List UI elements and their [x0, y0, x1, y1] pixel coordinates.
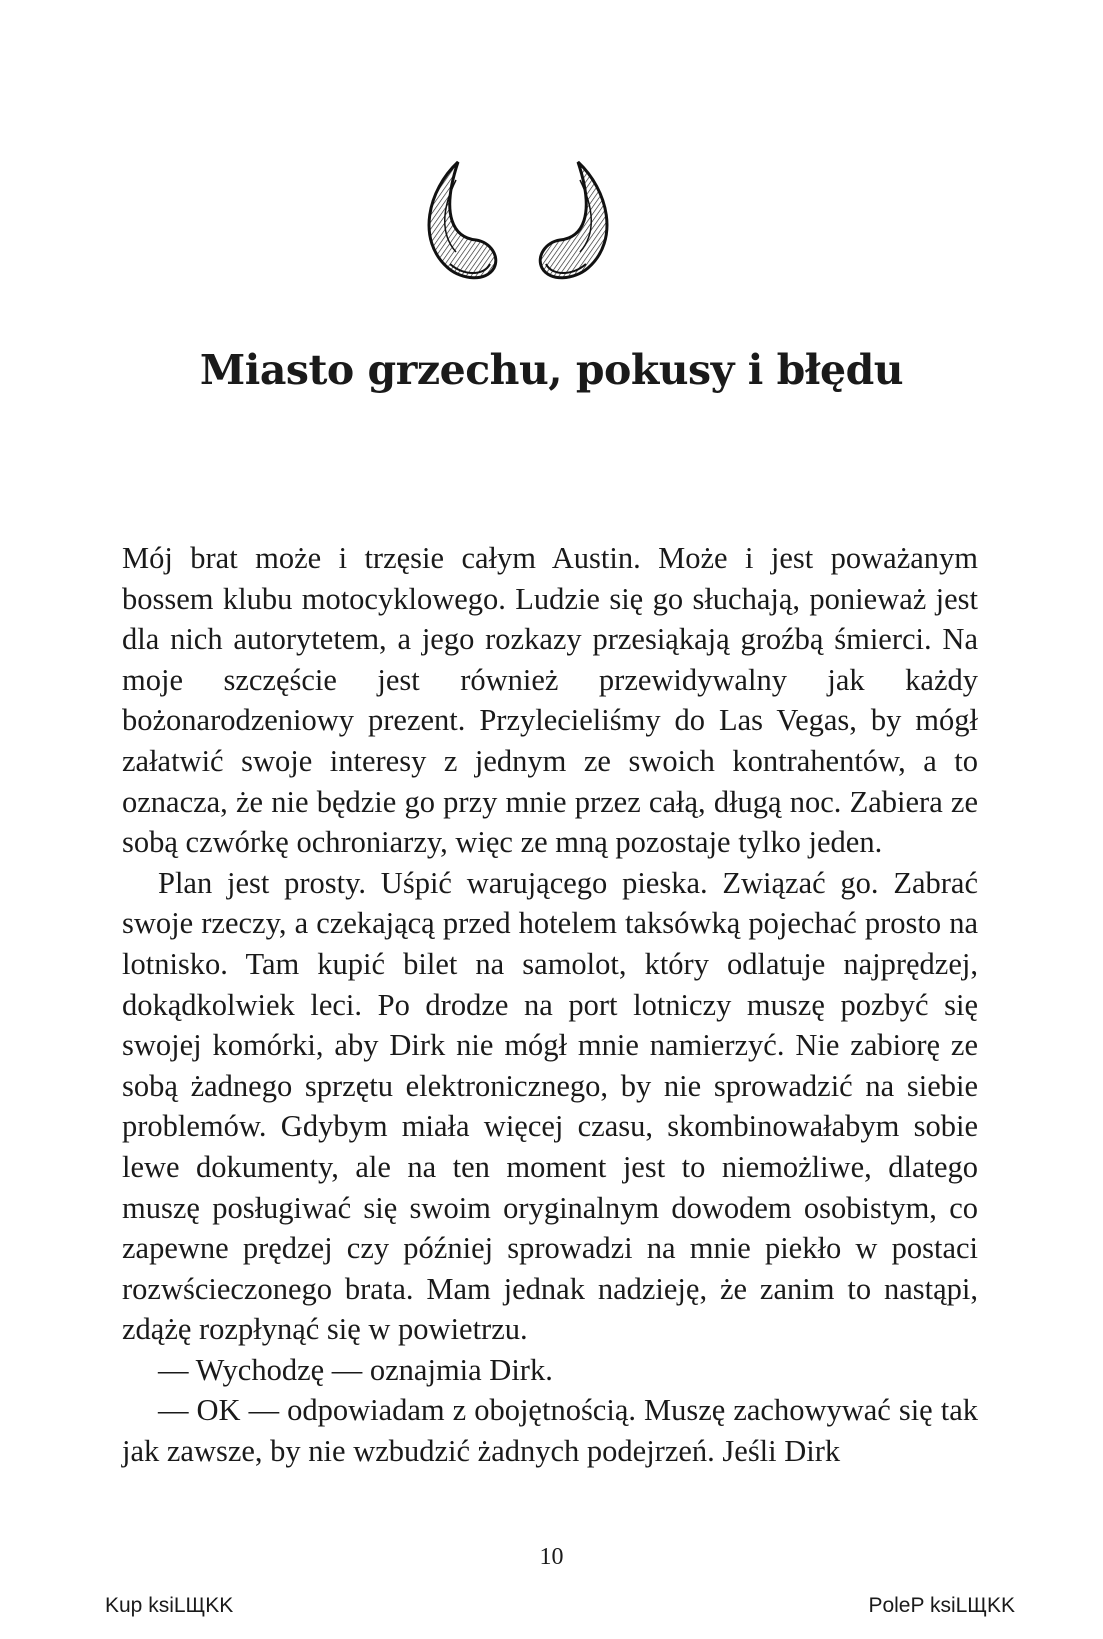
paragraph: Mój brat może i trzęsie całym Austin. Może i jest poważanym bossem klubu motocyklowego. Ludzie się go słuchają, ponieważ jest dla nich autorytetem, a jego rozkazy przesiąkają groźbą śmierci. Na moje szczęście jest również przewidywalny jak każdy bożonarodzeniowy prezent. Przylecieliśmy do Las Vegas, by mógł załatwić swoje interesy z jednym ze swoich kontrahentów, a to oznacza, że nie będzie go przy mnie przez całą, długą noc. Zabiera ze sobą czwórkę ochroniarzy, więc ze mną pozostaje tylko jeden. — [122, 541, 978, 860]
devil-horns-icon — [420, 160, 630, 295]
dialogue-line: — OK — odpowiadam z obojętnością. Muszę zachowywać się tak jak zawsze, by nie wzbudzić żadnych podejrzeń. Jeśli Dirk — [122, 1393, 978, 1469]
page-number: 10 — [539, 1544, 564, 1570]
paragraph: Plan jest prosty. Uśpić warującego pieska. Związać go. Zabrać swoje rzeczy, a czekającą przed hotelem taksówką pojechać prosto na lotnisko. Tam kupić bilet na samolot, który odlatuje najprędzej, dokądkolwiek leci. Po drodze na port lotniczy muszę pozbyć się swojej komórki, aby Dirk nie mógł mnie namierzyć. Nie zabiorę ze sobą żadnego sprzętu elektronicznego, by nie sprowadzić na siebie problemów. Gdybym miała więcej czasu, skombinowałabym sobie lewe dokumenty, ale na ten moment jest to niemożliwe, dlatego muszę posługiwać się swoim oryginalnym dowodem osobistym, co zapewne prędzej czy później sprowadzi na mnie piekło w postaci rozwścieczonego brata. Mam jednak nadzieję, że zanim to nastąpi, zdążę rozpłynąć się w powietrzu. — [122, 865, 978, 1347]
chapter-body — [122, 538, 978, 1472]
dialogue-line: — Wychodzę — oznajmia Dirk. — [158, 1352, 553, 1387]
left-horn-icon — [429, 162, 496, 278]
buy-book-link[interactable]: Kup ksiLЩKK — [105, 1594, 234, 1617]
chapter-title: Miasto grzechu, pokusy i błędu — [199, 346, 904, 394]
recommend-book-link[interactable]: PoleP ksiLЩKK — [868, 1594, 1015, 1617]
right-horn-icon — [540, 162, 607, 278]
